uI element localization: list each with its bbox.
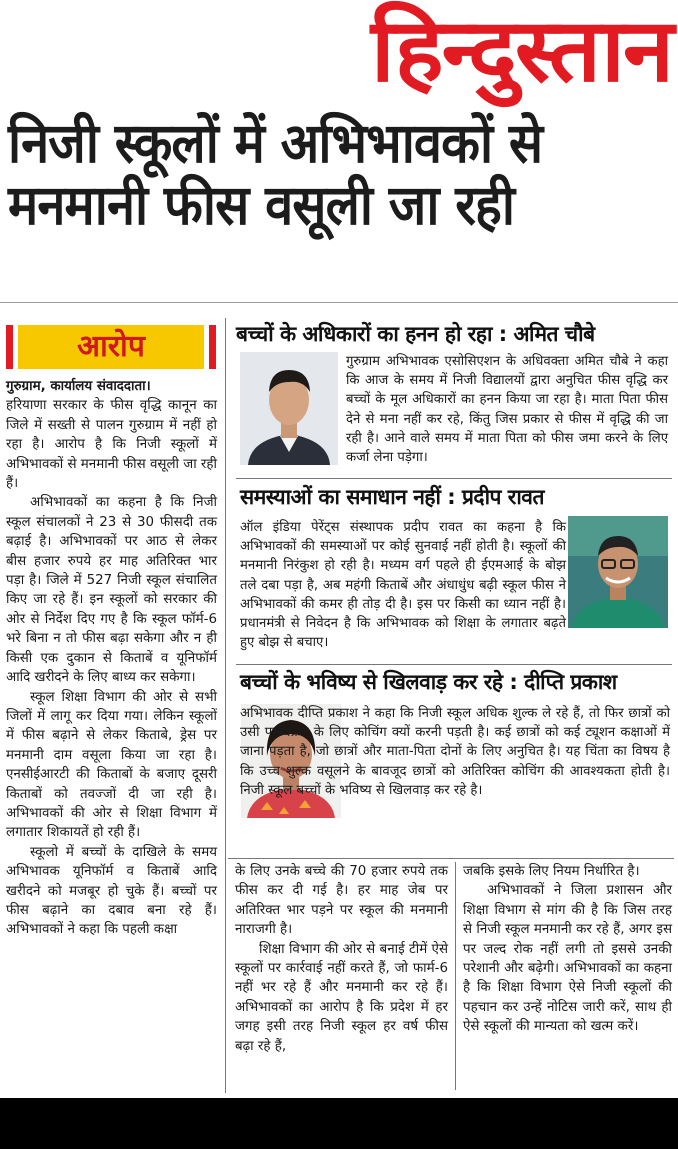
main-paragraph-1: हरियाणा सरकार के फीस वृद्धि कानून का जिले में सख्ती से पालन गुरुग्राम में नहीं हो रहा है। आरोप है कि निजी स्कूलों में अभिभावकों से मनमानी फीस वसूली जा रही हैं। [6,398,217,492]
main-column [6,377,217,940]
dateline: गुरुग्राम, कार्यालय संवाददाता। [6,379,151,394]
box1-title: बच्चों के अधिकारों का हनन हो रहा : अमित चौबे [236,322,595,346]
badge-bar-left [6,325,13,369]
column-divider-1 [225,318,226,1093]
col3-paragraph-1: जबकि इसके लिए नियम निर्धारित है। [463,864,640,879]
main-paragraph-4: स्कूलो में बच्चों के दाखिले के समय अभिभावक यूनिफॉर्म व किताबें आदि खरीदने को मजबूर हो चुके हैं। बच्चों पर फीस बढ़ाने का दबाव बना रहे हैं। अभिभावकों ने कहा कि पहली कक्षा [6,844,217,938]
masthead-logo: हिन्दुस्तान [370,0,672,102]
second-column [235,862,448,1056]
badge-bar-right [209,325,216,369]
main-paragraph-2: अभिभावकों का कहना है कि निजी स्कूल संचालकों ने 23 से 30 फीसदी तक बढ़ाई है। अभिभावकों पर आठ से लेकर बीस हजार रुपये हर माह अतिरिक्त भार पड़ा है। जिले में 527 निजी स्कूल संचालित किए जा रहे हैं। इन स्कूलों को सरकार की ओर से निर्देश दिए गए है कि स्कूल फॉर्म-6 भरे बिना न तो फीस बढ़ा सकेगा और न ही किसी एक दुकान से किताबें व यूनिफॉर्म आदि खरीदने के लिए बाध्य कर सकेगा। [6,495,217,686]
box3-text: अभिभावक दीप्ति प्रकाश ने कहा कि निजी स्कूल अधिक शुल्क ले रहे हैं, तो फिर छात्रों को उसी पाठ्यक्रम के लिए कोचिंग क्यों करनी पड़ती है। कई छात्रों को कई ट्यूशन कक्षाओं में जाना पड़ता है, जो छात्रों और माता-पिता दोनों के लिए अनुचित है। यह चिंता का विषय है कि उच्च शुल्क वसूलने के बावजूद छात्रों को अतिरिक्त कोचिंग की आवश्यकता होती है। निजी स्कूल बच्चों के भविष्य से खिलवाड़ कर रहे है। [240,706,670,798]
pradeep-rawat-photo [568,516,668,628]
col3-paragraph-2: अभिभावकों ने जिला प्रशासन और शिक्षा विभाग से मांग की है कि जिस तरह से निजी स्कूल मनमानी कर रहे हैं, अगर इस पर जल्द रोक नहीं लगी तो इससे उनकी परेशानी और बढ़ेगी। अभिभावकों का कहना है कि शिक्षा विभाग ऐसे निजी स्कूलों की पहचान कर उन्हें नोटिस जारी करें, साथ ही ऐसे स्कूलों की मान्यता को खत्म करें। [463,883,672,1035]
headline-line-2: मनमानी फीस वसूली जा रही [8,173,515,237]
footer-band [0,1098,678,1149]
third-column [463,862,672,1037]
masthead [0,0,678,108]
allegation-badge [6,325,216,369]
bottom-section-divider [228,858,674,859]
headline [8,112,673,236]
headline-line-1: निजी स्कूलों में अभिभावकों से [8,111,543,175]
main-paragraph-3: स्कूल शिक्षा विभाग की ओर से सभी जिलों में लागू कर दिया गया। लेकिन स्कूलों में फीस बढ़ाने से लेकर किताबे, ड्रेस पर मनमानी दाम वसूला किया जा रहा है। एनसीईआरटी की किताबों के बजाए दूसरी किताबों को तवज्जों दी जा रही है। अभिभावकों की ओर से शिक्षा विभाग में लगातार शिकायतें हो रही हैं। [6,689,217,841]
box1-divider [236,478,672,479]
column-divider-2 [455,862,456,1090]
col2-paragraph-1: के लिए उनके बच्चे की 70 हजार रुपये तक फीस कर दी गई है। हर माह जेब पर अतिरिक्त भार पड़ने पर स्कूल की मनमानी नाराजगी है। [235,864,448,938]
badge-label: आरोप [18,325,204,369]
headline-divider [0,302,678,303]
box2-title: समस्याओं का समाधान नहीं : प्रदीप रावत [240,485,544,509]
box3-title: बच्चों के भविष्य से खिलवाड़ कर रहे : दीप्ति प्रकाश [240,670,617,694]
box2-divider [236,664,672,665]
col2-paragraph-2: शिक्षा विभाग की ओर से बनाई टीमें ऐसे स्कूलों पर कार्रवाई नहीं करते हैं, जो फार्म-6 नहीं भर रहे हैं और मनमानी कर रहे हैं। अभिभावकों का आरोप है कि प्रदेश में हर जगह इसी तरह निजी स्कूल हर वर्ष फीस बढ़ा रहे हैं, [235,941,448,1054]
box2-text: ऑल इंडिया पेरेंट्स संस्थापक प्रदीप रावत का कहना है कि अभिभावकों की समस्याओं पर कोई सुनवाई नहीं होती है। स्कूलों की मनमानी निरंकुश हो रही है। मध्यम वर्ग पहले ही ईएमआई के बोझ तले दबा पड़ा है, अब महंगी किताबें और अंधाधुंध बढ़ी स्कूल फीस ने अभिभावकों की कमर ही तोड़ दी है। इस पर किसी का ध्यान नहीं है। प्रधानमंत्री से निवेदन है कि अभिभावक को शिक्षा के लगातार बढ़ते हुए बोझ से बचाए। [240,520,566,651]
amit-choubey-photo [240,352,338,465]
box1-text: गुरुग्राम अभिभावक एसोसिएशन के अधिवक्ता अमित चौबे ने कहा कि आज के समय में निजी विद्यालयों द्वारा अनुचित फीस वृद्धि कर बच्चों के मूल अधिकारों का हनन किया जा रहा है। माता पिता फीस देने से मना नहीं कर रहे, किंतु जिस प्रकार से फीस में वृद्धि की जा रही है। आने वाले समय में माता पिता को फीस जमा करने के लिए कर्जा लेना पड़ेगा। [346,354,668,466]
